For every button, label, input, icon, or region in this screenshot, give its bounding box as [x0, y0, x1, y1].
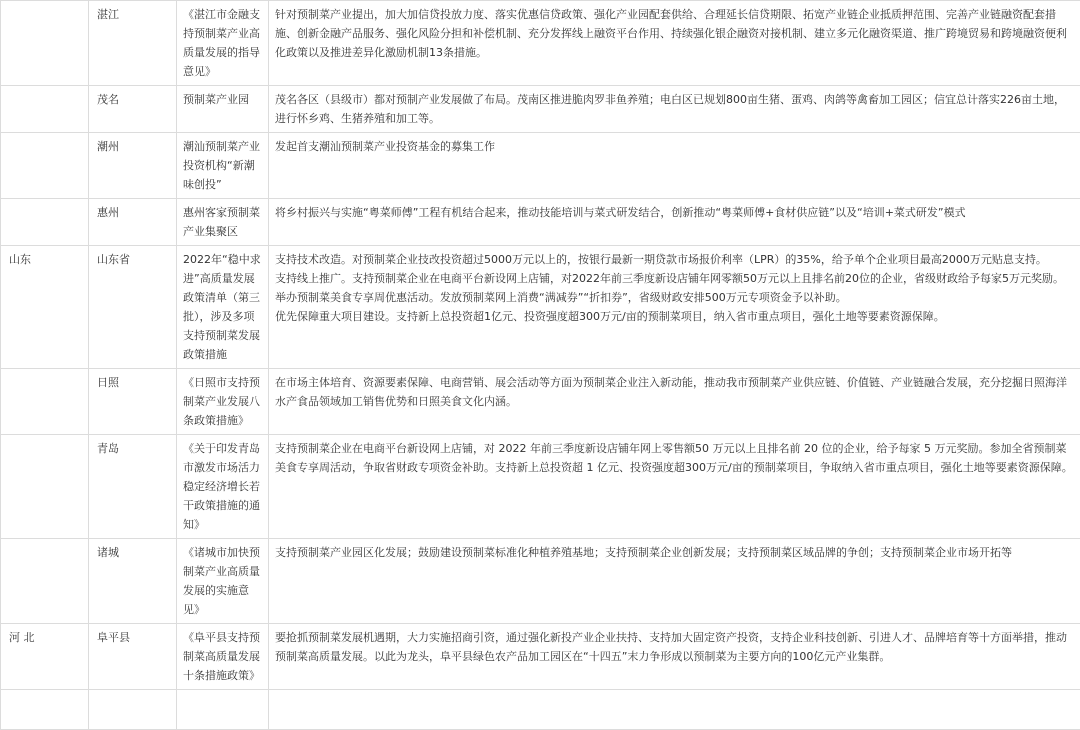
policy-content-cell: [269, 1, 1080, 86]
policy-content-cell: [269, 369, 1080, 435]
table-row: [1, 435, 1080, 539]
policy-content-line: 优先保障重大项目建设。支持新上总投资超1亿元、投资强度超300万元/亩的预制菜项目，纳入省市重点项目，强化土地等要素资源保障。: [275, 307, 1074, 326]
table-row: [1, 199, 1080, 246]
province-cell: [1, 199, 89, 246]
policy-name-cell: 预制菜产业园: [177, 86, 269, 133]
policy-table-body: [1, 1, 1080, 730]
policy-content-line: 支持预制菜企业在电商平台新设网上店铺，对 2022 年前三季度新设店铺年网上零售额50 万元以上且排名前 20 位的企业，给予每家 5 万元奖励。参加全省预制菜美食专享周活动，争取省财政专项资金补助。支持新上总投资超 1 亿元、投资强度超300万元/亩的预制菜项目，争取纳入省市重点项目，强化土地等要素资源保障。: [275, 439, 1074, 477]
policy-content-cell: [269, 133, 1080, 199]
policy-name-cell: 《关于印发青岛市激发市场活力稳定经济增长若干政策措施的通知》: [177, 435, 269, 539]
policy-content-line: 举办预制菜美食专享周优惠活动。发放预制菜网上消费“满减券”“折扣券”，省级财政安排500万元专项资金予以补助。: [275, 288, 1074, 307]
policy-name-cell: 《诸城市加快预制菜产业高质量发展的实施意见》: [177, 539, 269, 624]
policy-content-line: 支持线上推广。支持预制菜企业在电商平台新设网上店铺，对2022年前三季度新设店铺年网零额50万元以上且排名前20位的企业，省级财政给予每家5万元奖励。: [275, 269, 1074, 288]
policy-content-cell: [269, 539, 1080, 624]
policy-content-line: 支持预制菜产业园区化发展；鼓励建设预制菜标准化种植养殖基地；支持预制菜企业创新发展；支持预制菜区域品牌的争创；支持预制菜企业市场开拓等: [275, 543, 1074, 562]
city-cell: 诸城: [89, 539, 177, 624]
city-cell: 潮州: [89, 133, 177, 199]
city-cell: 青岛: [89, 435, 177, 539]
policy-content-cell: [269, 199, 1080, 246]
city-cell: 茂名: [89, 86, 177, 133]
policy-name-cell: 2022年“稳中求进”高质量发展政策清单（第三批），涉及多项支持预制菜发展政策措施: [177, 246, 269, 369]
table-row: [1, 539, 1080, 624]
province-cell: [1, 86, 89, 133]
city-cell: 湛江: [89, 1, 177, 86]
policy-content-cell: [269, 86, 1080, 133]
table-row: [1, 1, 1080, 86]
policy-content-line: 在市场主体培育、资源要素保障、电商营销、展会活动等方面为预制菜企业注入新动能，推动我市预制菜产业供应链、价值链、产业链融合发展，充分挖掘日照海洋水产食品领域加工销售优势和日照美食文化内涵。: [275, 373, 1074, 411]
policy-content-cell: [269, 435, 1080, 539]
policy-name-cell: 潮汕预制菜产业投资机构“新潮味创投”: [177, 133, 269, 199]
province-cell: [1, 369, 89, 435]
policy-name-cell: 《湛江市金融支持预制菜产业高质量发展的指导意见》: [177, 1, 269, 86]
table-row: [1, 133, 1080, 199]
table-row: [1, 86, 1080, 133]
policy-name-cell: 《日照市支持预制菜产业发展八条政策措施》: [177, 369, 269, 435]
policy-content-line: 将乡村振兴与实施“粤菜师傅”工程有机结合起来，推动技能培训与菜式研发结合，创新推动“粤菜师傅+食材供应链”以及“培训+菜式研发”模式: [275, 203, 1074, 222]
table-row: [1, 690, 1080, 730]
policy-content-line: 针对预制菜产业提出，加大加信贷投放力度、落实优惠信贷政策、强化产业园配套供给、合理延长信贷期限、拓宽产业链企业抵质押范围、完善产业链融资配套措施、创新金融产品服务、强化风险分担和补偿机制、充分发挥线上融资平台作用、持续强化银企融资对接机制、建立多元化融资渠道、推广跨境贸易和跨境融资便利化政策以及推进差异化激励机制13条措施。: [275, 5, 1074, 62]
policy-content-line: 茂名各区（县级市）都对预制产业发展做了布局。茂南区推进脆肉罗非鱼养殖；电白区已规划800亩生猪、蛋鸡、肉鸽等禽畜加工园区；信宜总计落实226亩土地，进行怀乡鸡、生猪养殖和加工等。: [275, 90, 1074, 128]
policy-content-cell: [269, 246, 1080, 369]
province-cell: [1, 690, 89, 730]
city-cell: 阜平县: [89, 624, 177, 690]
province-cell: 河 北: [1, 624, 89, 690]
city-cell: 日照: [89, 369, 177, 435]
policy-name-cell: 惠州客家预制菜产业集聚区: [177, 199, 269, 246]
province-cell: 山东: [1, 246, 89, 369]
policy-content-line: 要抢抓预制菜发展机遇期，大力实施招商引资，通过强化新投产业企业扶持、支持加大固定资产投资，支持企业科技创新、引进人才、品牌培育等十方面举措，推动预制菜高质量发展。以此为龙头，阜平县绿色农产品加工园区在“十四五”末力争形成以预制菜为主要方向的100亿元产业集群。: [275, 628, 1074, 666]
city-cell: [89, 690, 177, 730]
city-cell: 惠州: [89, 199, 177, 246]
policy-content-cell: [269, 624, 1080, 690]
policy-content-line: 支持技术改造。对预制菜企业技改投资超过5000万元以上的，按银行最新一期贷款市场报价利率（LPR）的35%，给予单个企业项目最高2000万元贴息支持。: [275, 250, 1074, 269]
province-cell: [1, 1, 89, 86]
policy-content-line: 发起首支潮汕预制菜产业投资基金的募集工作: [275, 137, 1074, 156]
table-row: [1, 624, 1080, 690]
city-cell: 山东省: [89, 246, 177, 369]
policy-name-cell: [177, 690, 269, 730]
table-row: [1, 246, 1080, 369]
province-cell: [1, 435, 89, 539]
province-cell: [1, 539, 89, 624]
province-cell: [1, 133, 89, 199]
table-row: [1, 369, 1080, 435]
policy-name-cell: 《阜平县支持预制菜高质量发展十条措施政策》: [177, 624, 269, 690]
policy-content-cell: [269, 690, 1080, 730]
